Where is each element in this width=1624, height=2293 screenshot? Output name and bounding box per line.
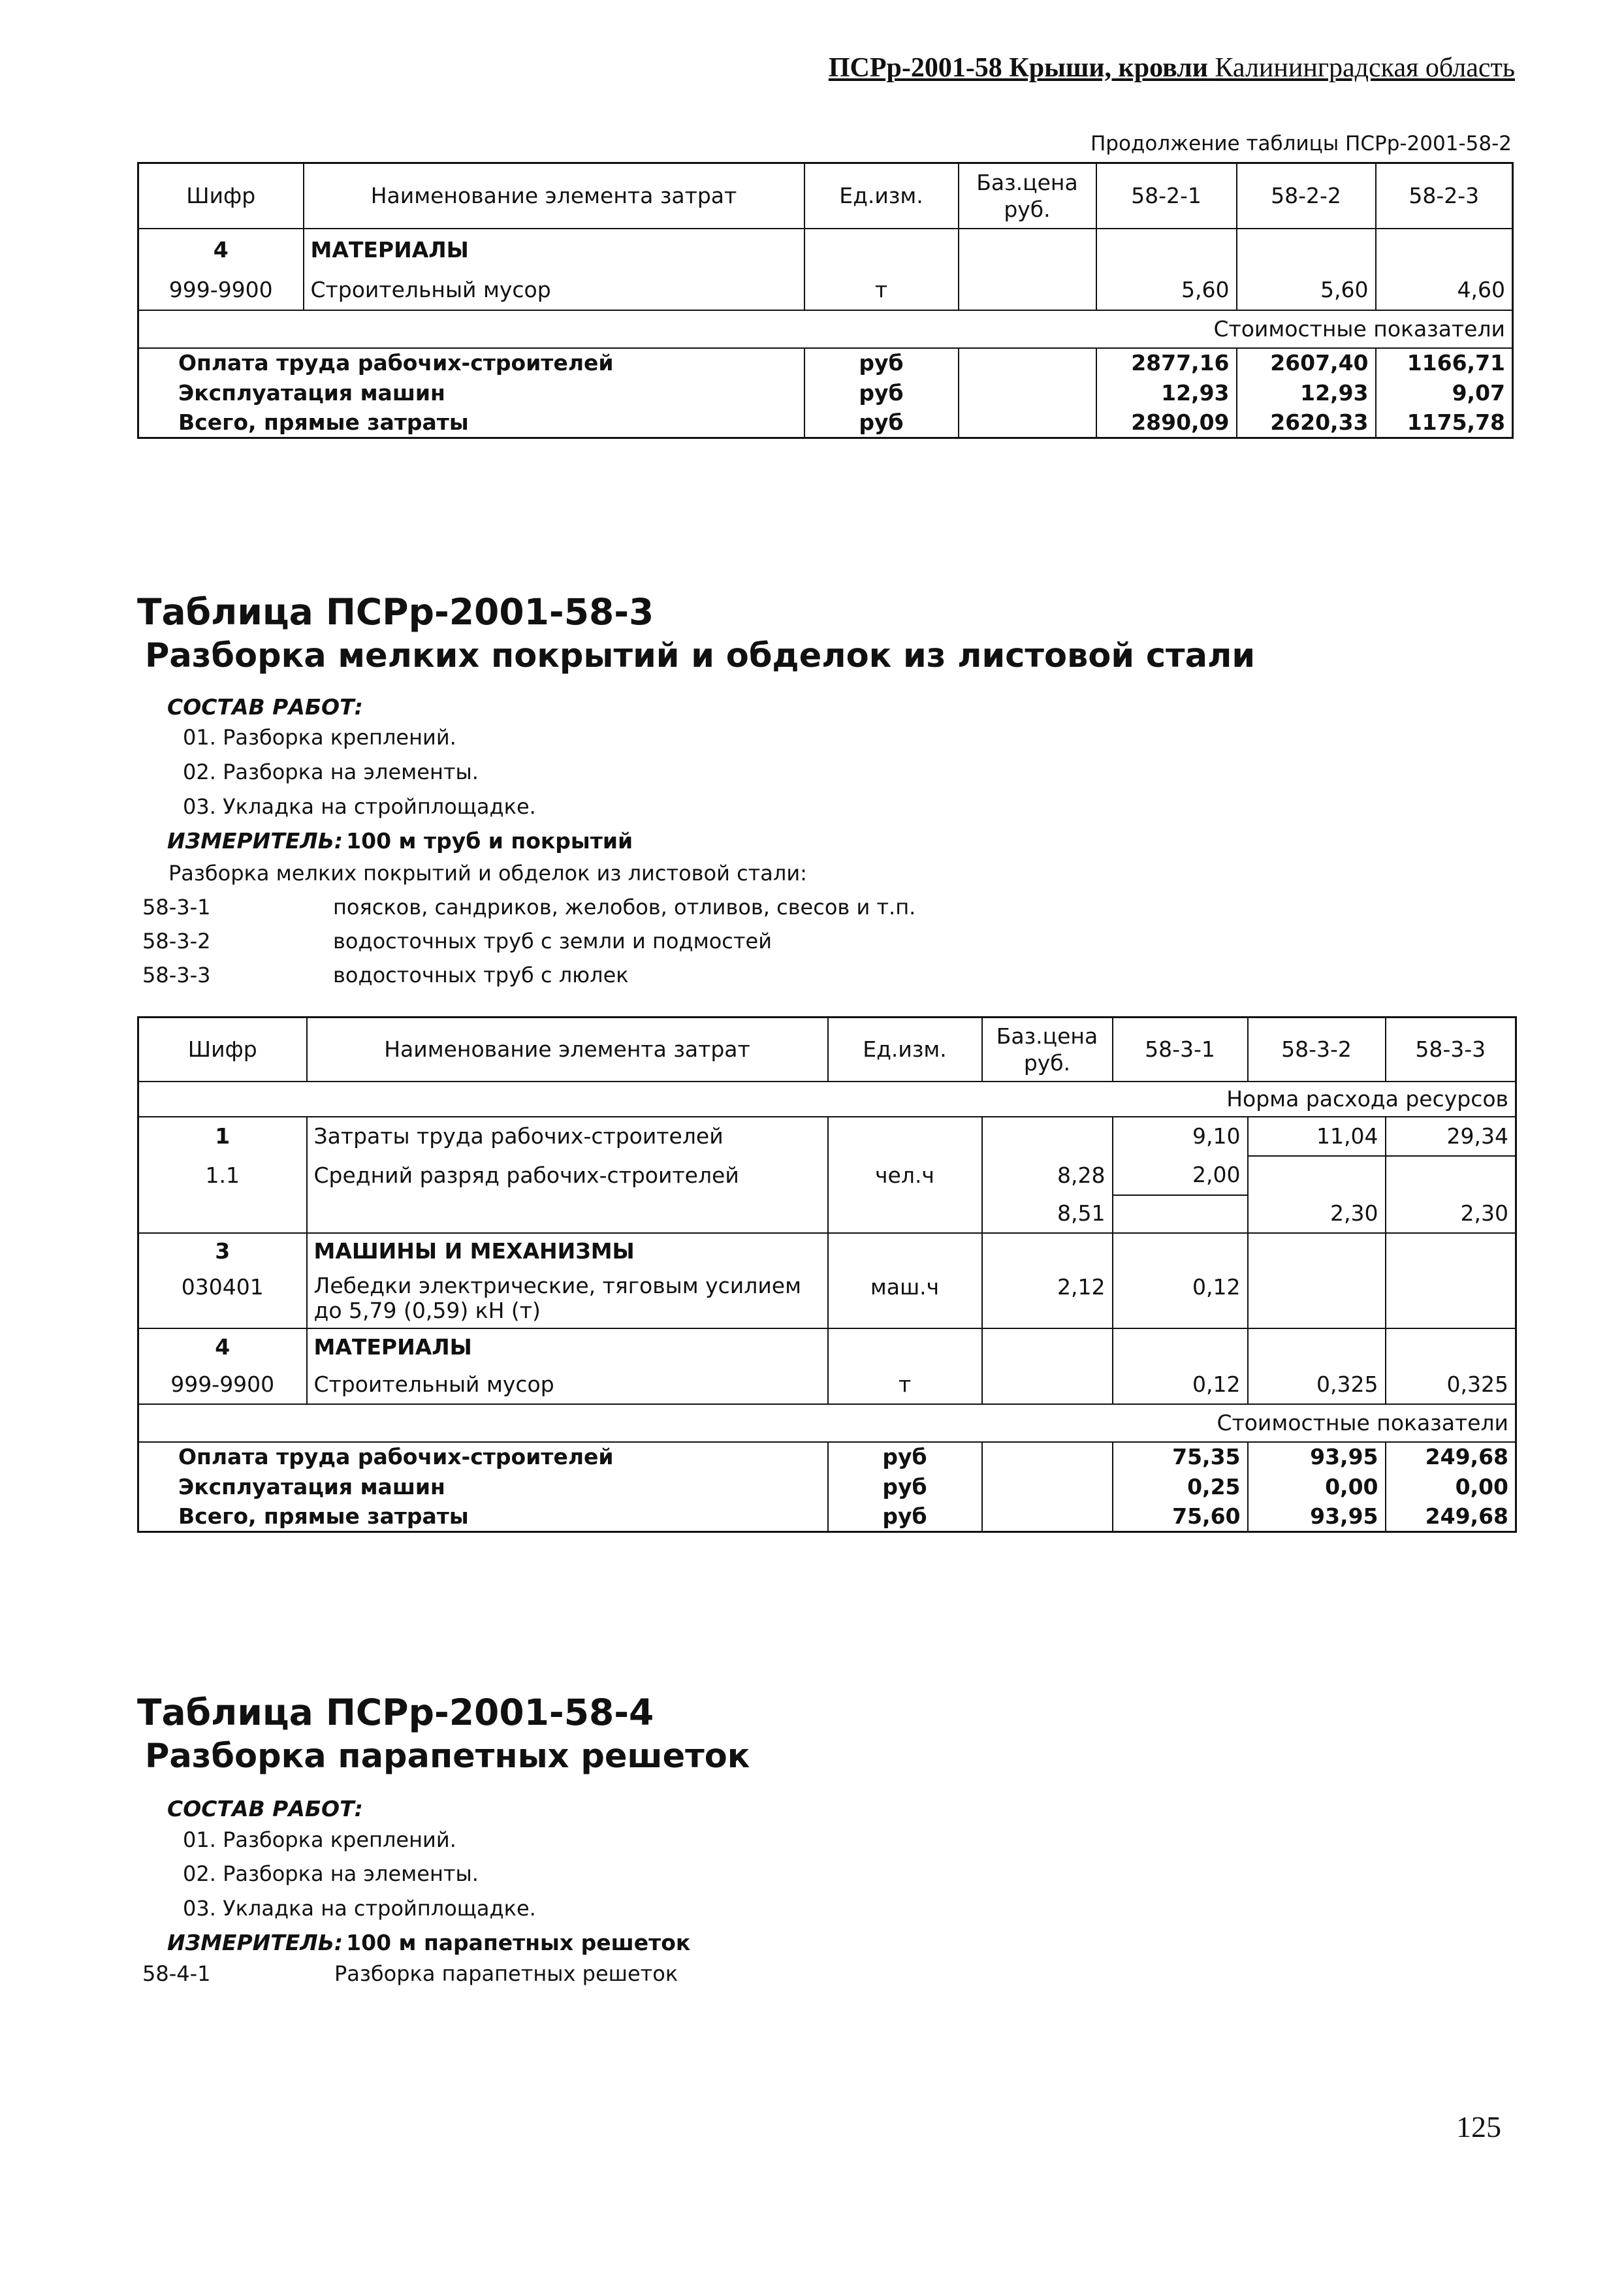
meter-value: 100 м парапетных решеток (346, 1930, 691, 1955)
table-row (138, 1366, 1516, 1404)
row-value-1: 2,00 (1113, 1156, 1248, 1195)
row-unit (828, 1233, 982, 1270)
row-unit (804, 229, 959, 271)
total-unit: руб (828, 1502, 982, 1532)
row-code: 999-9900 (138, 271, 304, 310)
row-value-3: 29,34 (1386, 1117, 1516, 1156)
total-unit: руб (828, 1472, 982, 1502)
table-row (138, 1270, 1516, 1328)
total-name: Всего, прямые затраты (178, 409, 469, 436)
row-code: 4 (138, 229, 304, 271)
total-value-2: 93,95 (1248, 1502, 1386, 1532)
total-unit: руб (804, 378, 959, 408)
item-code: 58-3-1 (142, 895, 211, 920)
section-3-work-item: 03. Укладка на стройплощадке. (183, 794, 536, 819)
section-4-work-item: 02. Разборка на элементы. (183, 1861, 479, 1886)
totals-row (138, 1502, 1516, 1532)
header-code: ПСРр-2001-58 Крыши, кровли (828, 53, 1208, 83)
total-value-2: 2620,33 (1237, 408, 1376, 438)
total-value-1: 75,60 (1113, 1502, 1248, 1532)
page-header (744, 52, 1515, 84)
col-header-unit: Ед.изм. (804, 163, 959, 229)
row-value-3 (1386, 1233, 1516, 1270)
section-3-meter (167, 828, 633, 854)
row-unit (828, 1328, 982, 1366)
row-value-3: 0,325 (1386, 1366, 1516, 1404)
col-header-58-2-2: 58-2-2 (1237, 163, 1376, 229)
cost-label-row (138, 310, 1513, 348)
item-code: 58-3-2 (142, 929, 211, 954)
row-value-1: 0,12 (1113, 1270, 1248, 1328)
total-name: Всего, прямые затраты (178, 1503, 469, 1530)
col-header-code: Шифр (138, 163, 304, 229)
item-code: 58-3-3 (142, 963, 211, 987)
table-row (138, 271, 1513, 310)
section-3-subtitle: Разборка мелких покрытий и обделок из листовой стали (145, 637, 1256, 675)
row-unit (828, 1117, 982, 1156)
cost-label: Стоимостные показатели (138, 1404, 1516, 1442)
row-value-1 (1113, 1328, 1248, 1366)
total-value-3: 0,00 (1386, 1472, 1516, 1502)
total-name: Эксплуатация машин (178, 379, 445, 406)
cost-label-row (138, 1404, 1516, 1442)
col-header-58-3-1: 58-3-1 (1113, 1018, 1248, 1082)
row-price (982, 1328, 1113, 1366)
col-header-58-2-1: 58-2-1 (1096, 163, 1237, 229)
total-unit: руб (804, 348, 959, 378)
section-4-meter (167, 1930, 690, 1955)
row-value-2 (1248, 1156, 1386, 1195)
row-value-2 (1248, 1270, 1386, 1328)
row-code: 999-9900 (138, 1366, 307, 1404)
col-header-58-3-2: 58-3-2 (1248, 1018, 1386, 1082)
total-value-2: 93,95 (1248, 1442, 1386, 1472)
row-value-2 (1237, 229, 1376, 271)
col-header-unit: Ед.изм. (828, 1018, 982, 1082)
total-value-1: 2890,09 (1096, 408, 1237, 438)
total-unit: руб (804, 408, 959, 438)
page-number: 125 (1456, 2110, 1501, 2143)
total-value-1: 0,25 (1113, 1472, 1248, 1502)
row-price: 8,51 (982, 1195, 1113, 1233)
total-value-3: 1166,71 (1376, 348, 1513, 378)
row-value-1: 5,60 (1096, 271, 1237, 310)
norm-label: Норма расхода ресурсов (138, 1082, 1516, 1117)
total-name: Оплата труда рабочих-строителей (178, 350, 614, 376)
item-text: водосточных труб с люлек (333, 963, 629, 987)
row-value-3: 2,30 (1386, 1195, 1516, 1233)
table-row (138, 1328, 1516, 1366)
row-value-3: 4,60 (1376, 271, 1513, 310)
totals-row (138, 1442, 1516, 1472)
row-value-2: 0,325 (1248, 1366, 1386, 1404)
cost-label: Стоимостные показатели (138, 310, 1513, 348)
row-price (982, 1233, 1113, 1270)
total-value-3: 249,68 (1386, 1442, 1516, 1472)
row-price (982, 1117, 1113, 1156)
section-4-title: Таблица ПСРр-2001-58-4 (137, 1692, 654, 1733)
row-value-3 (1376, 229, 1513, 271)
total-value-1: 75,35 (1113, 1442, 1248, 1472)
row-name (307, 1270, 828, 1328)
row-price (982, 1366, 1113, 1404)
row-value-2 (1248, 1233, 1386, 1270)
totals-row (138, 1472, 1516, 1502)
row-value-3 (1386, 1328, 1516, 1366)
col-header-price: Баз.цена руб. (982, 1018, 1113, 1082)
col-header-name: Наименование элемента затрат (304, 163, 804, 229)
total-name: Оплата труда рабочих-строителей (178, 1444, 614, 1470)
row-code: 4 (138, 1328, 307, 1366)
section-4-work-label: СОСТАВ РАБОТ: (167, 1796, 363, 1821)
totals-row (138, 378, 1513, 408)
row-price: 8,28 (982, 1156, 1113, 1195)
header-region: Калининградская область (1215, 53, 1515, 83)
table-row (138, 1117, 1516, 1156)
table-row (138, 1195, 1516, 1233)
row-name: Средний разряд рабочих-строителей (307, 1156, 828, 1195)
row-value-1: 0,12 (1113, 1366, 1248, 1404)
row-code (138, 1195, 307, 1233)
total-value-2: 0,00 (1248, 1472, 1386, 1502)
meter-label: ИЗМЕРИТЕЛЬ: (167, 828, 343, 854)
row-value-1 (1096, 229, 1237, 271)
total-value-3: 9,07 (1376, 378, 1513, 408)
table-58-2 (137, 162, 1514, 439)
row-code: 1.1 (138, 1156, 307, 1195)
row-value-3 (1386, 1156, 1516, 1195)
norm-label-row (138, 1082, 1516, 1117)
row-value-1: 9,10 (1113, 1117, 1248, 1156)
continuation-label: Продолжение таблицы ПСРр-2001-58-2 (1090, 132, 1512, 155)
total-unit: руб (828, 1442, 982, 1472)
row-unit (828, 1195, 982, 1233)
row-value-2: 5,60 (1237, 271, 1376, 310)
meter-value: 100 м труб и покрытий (346, 828, 633, 854)
row-name: Строительный мусор (307, 1366, 828, 1404)
row-name: МАТЕРИАЛЫ (307, 1328, 828, 1366)
section-3-work-label: СОСТАВ РАБОТ: (167, 694, 363, 720)
row-unit: чел.ч (828, 1156, 982, 1195)
totals-row (138, 408, 1513, 438)
meter-label: ИЗМЕРИТЕЛЬ: (167, 1930, 343, 1955)
row-name-line-1: Лебедки электрические, тяговым усилием (313, 1273, 801, 1299)
section-3-title: Таблица ПСРр-2001-58-3 (137, 591, 654, 633)
row-name: МАТЕРИАЛЫ (304, 229, 804, 271)
total-value-3: 249,68 (1386, 1502, 1516, 1532)
table-row (138, 229, 1513, 271)
section-4-subtitle: Разборка парапетных решеток (145, 1737, 750, 1776)
item-text: Разборка парапетных решеток (334, 1961, 678, 1986)
row-value-1 (1113, 1195, 1248, 1233)
item-code: 58-4-1 (142, 1961, 211, 1986)
row-value-3 (1386, 1270, 1516, 1328)
row-code: 3 (138, 1233, 307, 1270)
row-value-2 (1248, 1328, 1386, 1366)
table-row (138, 1156, 1516, 1195)
row-value-2: 11,04 (1248, 1117, 1386, 1156)
section-3-intro: Разборка мелких покрытий и обделок из листовой стали: (168, 861, 807, 886)
table-row (138, 1233, 1516, 1270)
col-header-name: Наименование элемента затрат (307, 1018, 828, 1082)
total-value-3: 1175,78 (1376, 408, 1513, 438)
row-name: Строительный мусор (304, 271, 804, 310)
col-header-price: Баз.цена руб. (959, 163, 1096, 229)
total-value-1: 12,93 (1096, 378, 1237, 408)
row-value-2: 2,30 (1248, 1195, 1386, 1233)
col-header-code: Шифр (138, 1018, 307, 1082)
section-3-work-item: 02. Разборка на элементы. (183, 760, 479, 784)
section-4-work-item: 01. Разборка креплений. (183, 1827, 456, 1852)
table-header-row (138, 1018, 1516, 1082)
section-4-work-item: 03. Укладка на стройплощадке. (183, 1896, 536, 1921)
totals-row (138, 348, 1513, 378)
row-name-line-2: до 5,79 (0,59) кН (т) (313, 1298, 541, 1323)
col-header-58-2-3: 58-2-3 (1376, 163, 1513, 229)
total-value-2: 12,93 (1237, 378, 1376, 408)
row-code: 1 (138, 1117, 307, 1156)
row-name: МАШИНЫ И МЕХАНИЗМЫ (307, 1233, 828, 1270)
row-unit: т (828, 1366, 982, 1404)
section-3-work-item: 01. Разборка креплений. (183, 725, 456, 750)
item-text: поясков, сандриков, желобов, отливов, свесов и т.п. (333, 895, 916, 920)
row-unit: маш.ч (828, 1270, 982, 1328)
row-name: Затраты труда рабочих-строителей (307, 1117, 828, 1156)
table-header-row (138, 163, 1513, 229)
row-code: 030401 (138, 1270, 307, 1328)
row-price: 2,12 (982, 1270, 1113, 1328)
row-price (959, 271, 1096, 310)
row-price (959, 229, 1096, 271)
total-name: Эксплуатация машин (178, 1473, 445, 1499)
row-unit: т (804, 271, 959, 310)
row-value-1 (1113, 1233, 1248, 1270)
table-58-3 (137, 1016, 1517, 1533)
col-header-58-3-3: 58-3-3 (1386, 1018, 1516, 1082)
total-value-2: 2607,40 (1237, 348, 1376, 378)
total-value-1: 2877,16 (1096, 348, 1237, 378)
row-name (307, 1195, 828, 1233)
item-text: водосточных труб с земли и подмостей (333, 929, 772, 954)
